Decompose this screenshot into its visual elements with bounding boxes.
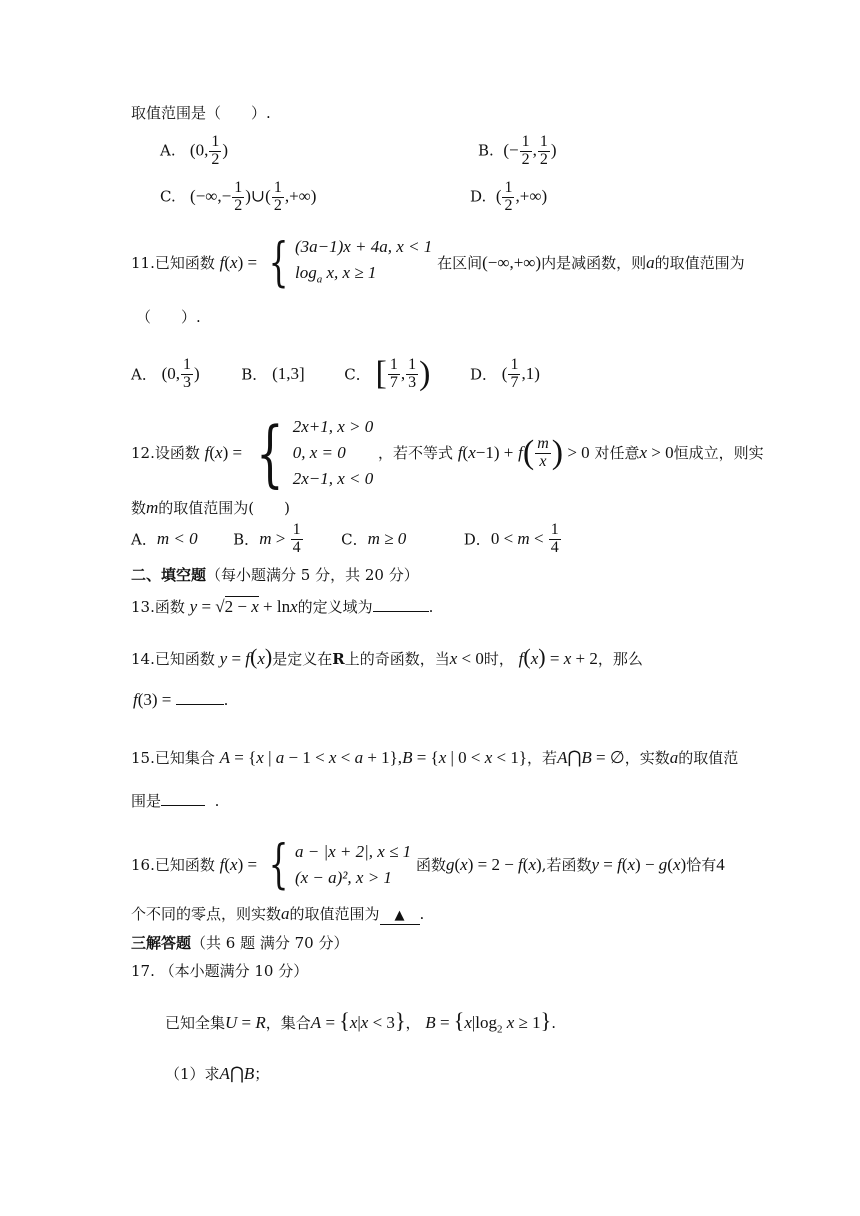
q11-options: A． (0, $\frac{1}{3}$ ) B． (1,3] C． [ $\frac{1}{7}$ , $\frac{1}{3}$ ) D． ( $\frac{1}{7}$ ,1) — [131, 355, 540, 392]
triangle-icon: ▲ — [394, 908, 405, 923]
q15-line2: 围是 . — [131, 792, 220, 810]
q10-option-d: D. ( $\frac{1}{2}$ ,+∞) — [470, 179, 548, 214]
q12-line2: 数m的取值范围为( ) — [131, 498, 291, 517]
q11-stem: 11.已知函数 f(x) = { (3a−1)x + 4a, x < 1 $\log_a x$, x ≥ 1 在区间(−∞,+∞)内是减函数，则a的取值范围为 — [131, 233, 745, 293]
q10-option-a: A. (0, $\frac{1}{2}$ ) — [160, 133, 229, 168]
q16-line1: 16.已知函数 f(x) = { a − |x + 2|, x ≤ 1 (x − a)², x > 1 函数g(x) = 2 − f(x),若函数y = f(x) − g(x)恰有4 — [131, 835, 725, 895]
q15-line1: 15.已知集合 A = {x | a − 1 < x < a + 1},B = {x | 0 < x < 1}，若A⋂B = ∅，实数a的取值范 — [131, 748, 739, 767]
q10-stem: 取值范围是（ ）. — [131, 104, 271, 122]
q11-cases: (3a−1)x + 4a, x < 1 $\log_a x$, x ≥ 1 — [294, 237, 433, 286]
q12-cases: 2x+1, x > 0 0, x = 0 2x−1, x < 0 — [292, 417, 374, 489]
q13: 13.函数 y = √2 − x + lnx的定义域为 . — [131, 597, 434, 616]
q17-sub1: （1）求A⋂B； — [165, 1064, 270, 1083]
q11-paren: （ ）. — [136, 308, 201, 326]
q14-line2: f(3) = . — [133, 690, 229, 709]
section-2-heading: 二、填空题（每小题满分 5 分，共 20 分） — [131, 566, 419, 584]
q12-options: A．m < 0 B．m > $\frac{1}{4}$ C．m ≥ 0 D．0 < m < $\frac{1}{4}$ — [131, 521, 559, 556]
q12-stem: 12.设函数 f(x) = { 2x+1, x > 0 0, x = 0 2x−1, x < 0 ，若不等式 f(x−1) + f( $\frac{m}{x}$ ) > 0 对任意x > 0恒成立，则实 — [131, 411, 764, 495]
q16-line2: 个不同的零点，则实数a的取值范围为 ▲ . — [131, 904, 425, 923]
q17-body: 已知全集U = R，集合A = {x|x < 3}， $B = \{x|\log_2$ x ≥ 1}. — [165, 1008, 557, 1036]
q17-heading: 17. （本小题满分 10 分） — [131, 962, 309, 980]
q10-option-c: C. (−∞,− $\frac{1}{2}$ )∪( $\frac{1}{2}$ ,+∞) — [160, 179, 317, 214]
q14-line1: 14.已知函数 y = f(x)是定义在R上的奇函数，当x < 0时， f(x) = x + 2，那么 — [131, 644, 643, 669]
q10-option-b: B. (− $\frac{1}{2}$ , $\frac{1}{2}$ ) — [478, 133, 557, 168]
section-3-heading: 三解答题（共 6 题 满分 70 分） — [131, 934, 349, 952]
q16-cases: a − |x + 2|, x ≤ 1 (x − a)², x > 1 — [294, 842, 412, 888]
